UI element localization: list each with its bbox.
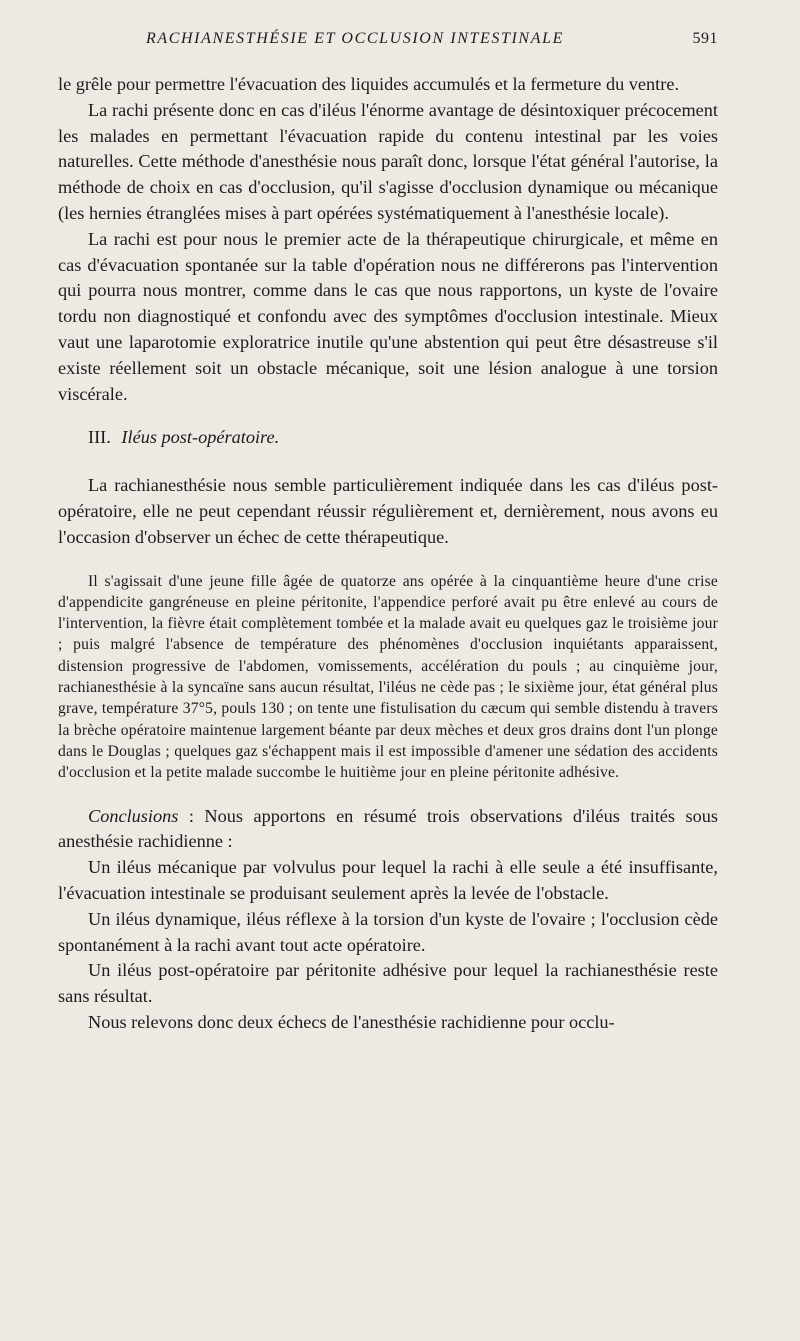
paragraph-echecs: Nous relevons donc deux échecs de l'anesthésie rachidienne pour occlu-: [88, 1011, 615, 1032]
case-report: Il s'agissait d'une jeune fille âgée de quatorze ans opérée à la cinquantième heure d'une crise d'appendicite gangréneuse en pleine péritonite, l'appendice perforé avait pu être enlevé au cours de l'intervention, la fièvre était complètement tombée et la malade avait eu quelques gaz le troisième jour ; puis malgré l'absence de température des phénomènes d'occlusion inquiétants apparaissent, distension progressive de l'abdomen, vomissements, accélération du pouls ; au cinquième jour, rachianesthésie à la syncaïne sans aucun résultat, l'iléus ne cède pas ; le sixième jour, état général plus grave, température 37°5, pouls 130 ; on tente une fistulisation du cæcum qui semble distendu à travers la brèche opératoire maintenue largement béante par deux mèches et deux gros drains dont l'un plonge dans le Douglas ; quelques gaz s'échappent mais il est impossible d'amener une sédation des accidents d'occlusion et la petite malade succombe le huitième jour en pleine péritonite adhésive.: [58, 572, 718, 782]
running-title: RACHIANESTHÉSIE ET OCCLUSION INTESTINALE: [146, 30, 564, 47]
paragraph-ileus-dynamique: Un iléus dynamique, iléus réflexe à la torsion d'un kyste de l'ovaire ; l'occlusion cède spontanément à la rachi avant tout acte opératoire.: [58, 908, 718, 955]
paragraph-conclusions: [58, 804, 718, 856]
section-number: III.: [88, 427, 111, 448]
case-report-block: [58, 571, 718, 784]
section-heading: [58, 425, 718, 451]
paragraph-ileus-mecanique: Un iléus mécanique par volvulus pour lequel la rachi à elle seule a été insuffisante, l'évacuation intestinale se produisant seulement après la levée de l'obstacle.: [58, 857, 718, 903]
paragraph-premier-acte: La rachi est pour nous le premier acte de la thérapeutique chirurgicale, et même en cas d'évacuation spontanée sur la table d'opération nous ne différerons pas l'intervention qui pourra nous montrer, comme dans le cas que nous rapportons, un kyste de l'ovaire tordu non diagnostiqué et confondu avec des symptômes d'occlusion intestinale. Mieux vaut une laparotomie exploratrice inutile qu'une abstention qui peut être désastreuse s'il existe réellement soit un obstacle mécanique, soit une lésion analogue à une torsion viscérale.: [58, 228, 718, 404]
conclusions-label: Conclusions: [88, 805, 179, 826]
page-number: 591: [692, 30, 718, 47]
paragraph-continuation: le grêle pour permettre l'évacuation des liquides accumulés et la fermeture du ventre.: [58, 74, 680, 94]
section-title: Iléus post-opératoire.: [121, 427, 280, 448]
paragraph-rachi-avantage: La rachi présente donc en cas d'iléus l'énorme avantage de désintoxiquer précocement les malades en permettant l'évacuation rapide du contenu intestinal par les voies naturelles. Cette méthode d'anesthésie nous paraît donc, lorsque l'état général l'autorise, la méthode de choix en cas d'occlusion, qu'il s'agisse d'occlusion dynamique ou mécanique (les hernies étranglées mises à part opérées systématiquement à l'anesthésie locale).: [58, 99, 718, 223]
paragraph-ileus-post-operatoire: Un iléus post-opératoire par péritonite adhésive pour lequel la rachianesthésie reste sans résultat.: [58, 960, 718, 1007]
paragraph-ileus-post-op: La rachianesthésie nous semble particulièrement indiquée dans les cas d'iléus post-opératoire, elle ne peut cependant réussir régulièrement et, dernièrement, nous avons eu l'occasion d'observer un échec de cette thérapeutique.: [58, 475, 718, 547]
running-head: [58, 30, 718, 52]
body-text: [58, 72, 718, 1036]
conclusions-text: : Nous apportons en résumé trois observations d'iléus traités sous anesthésie rachidienne :: [58, 805, 718, 852]
